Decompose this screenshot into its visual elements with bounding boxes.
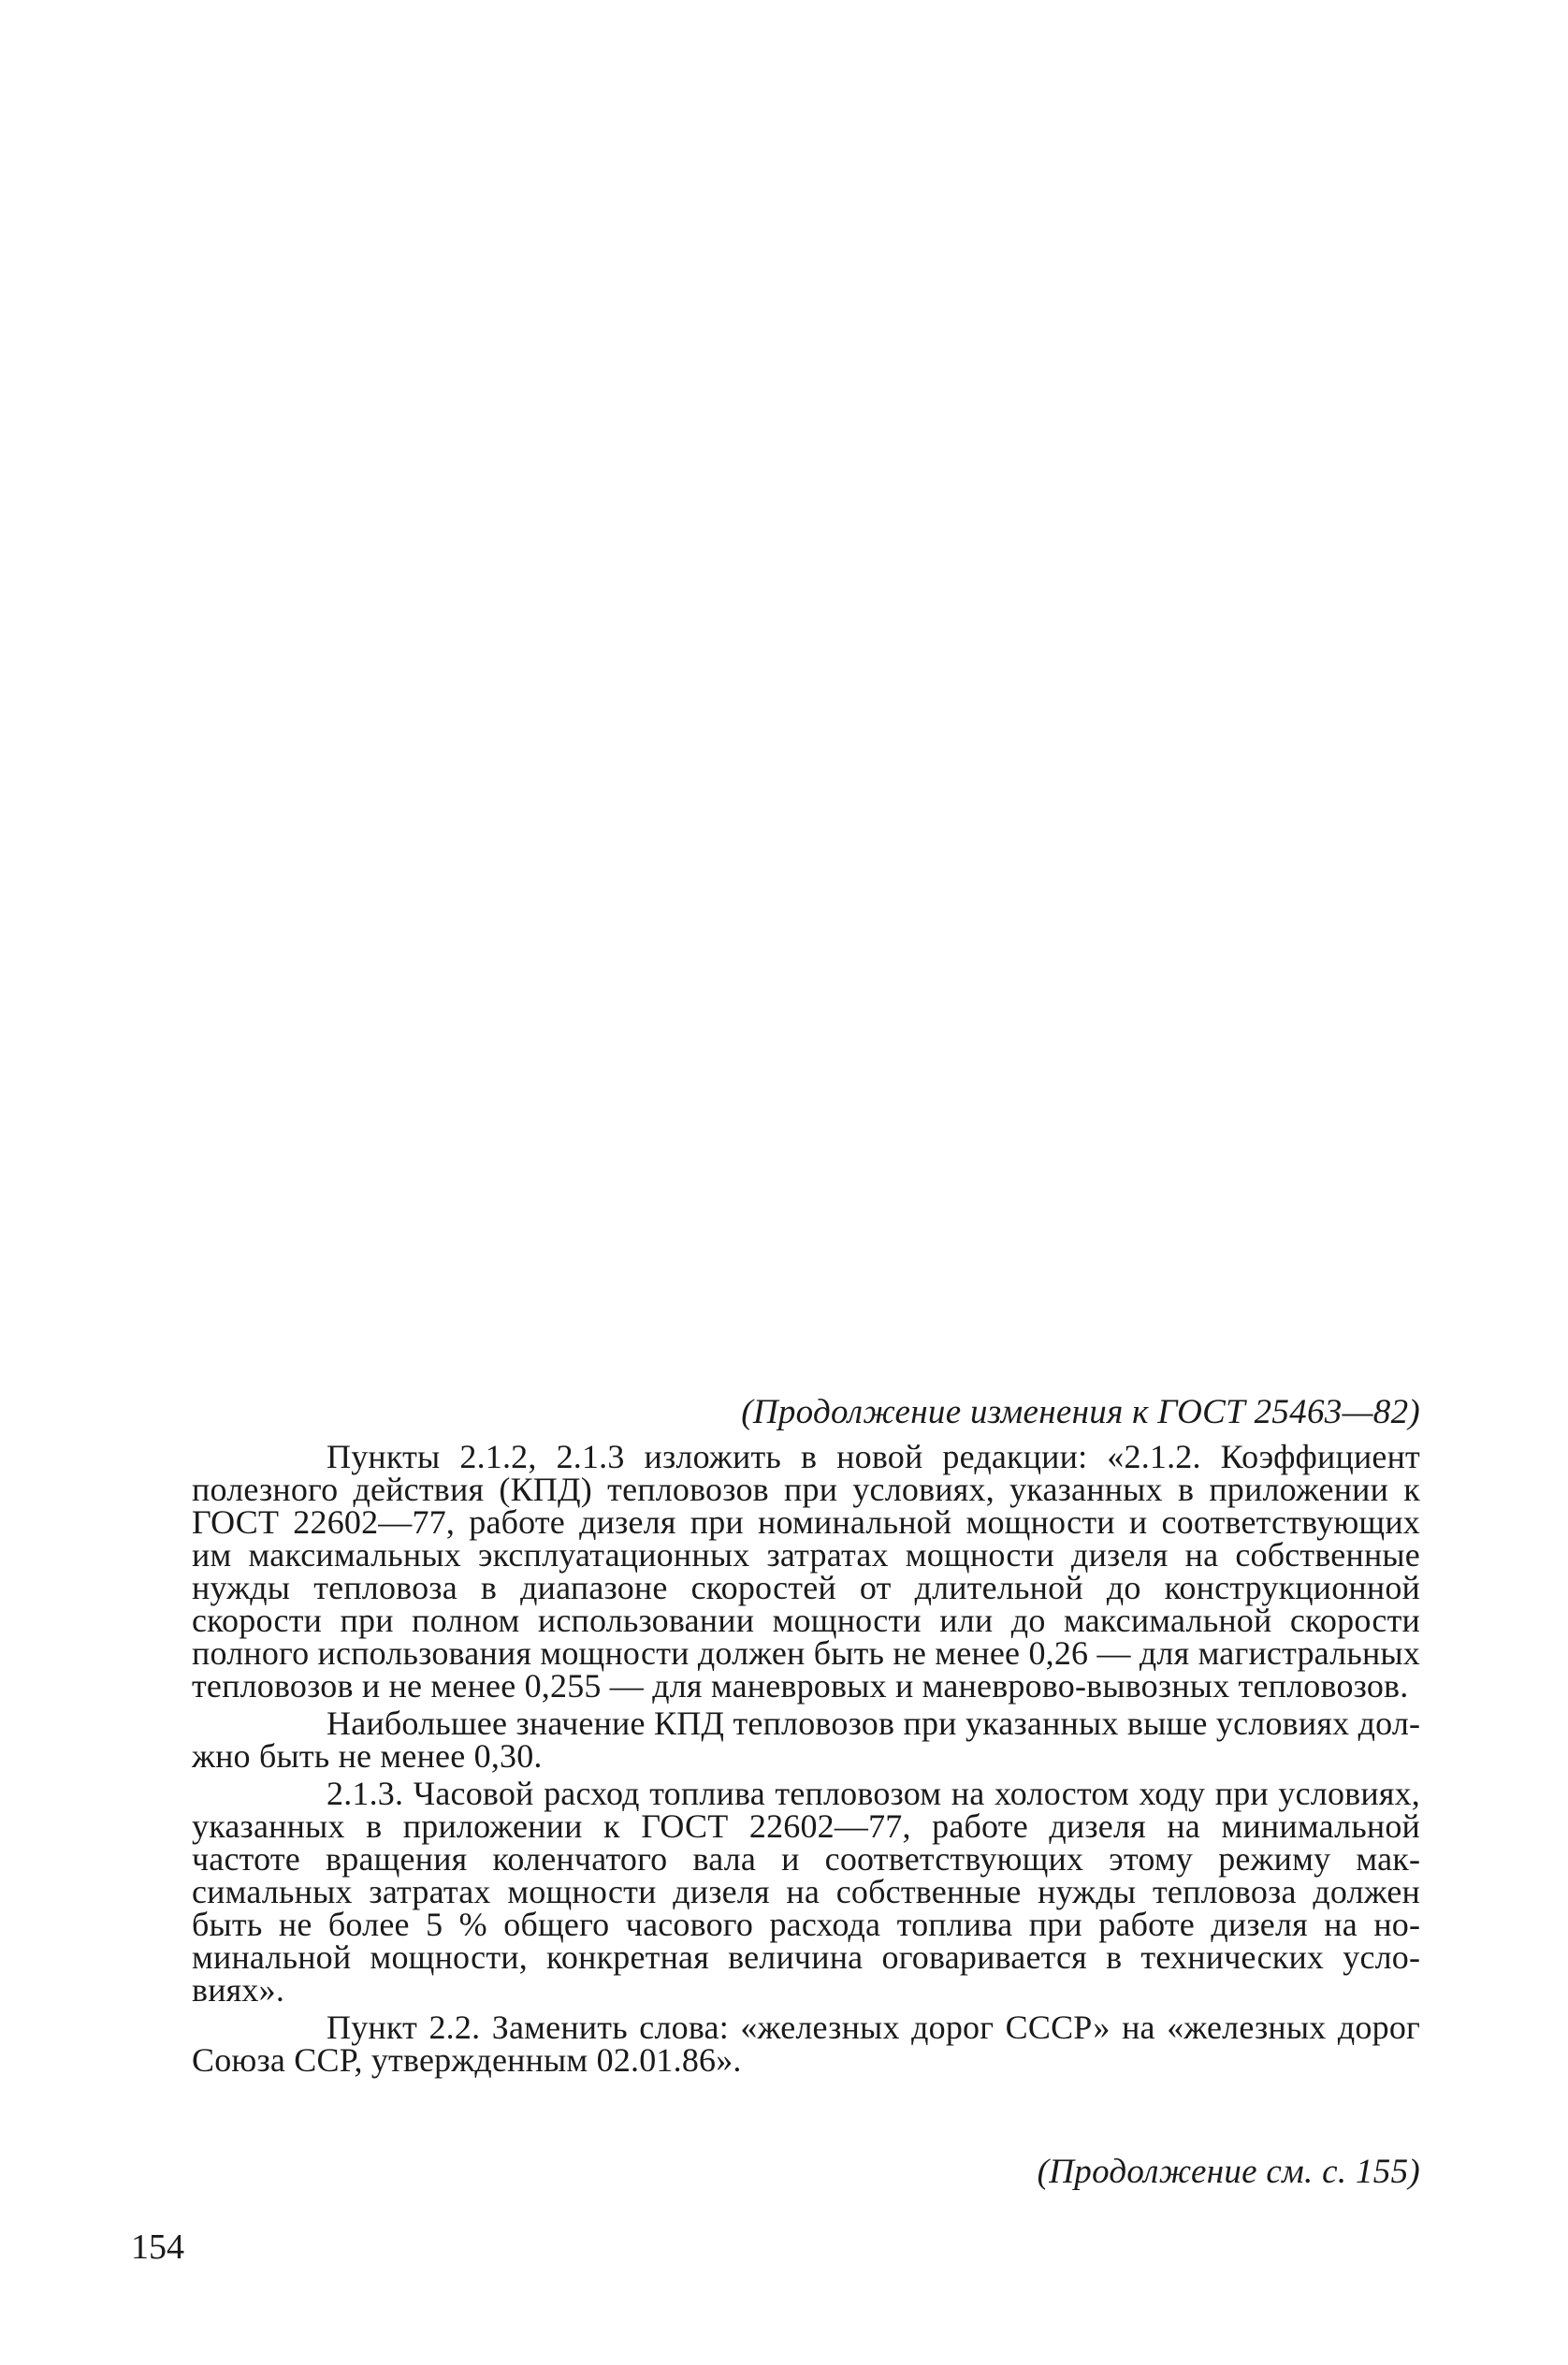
continuation-footer: (Продолжение см. с. 155) [1037,2153,1420,2191]
paragraph-clauses-2-1-2: Пункты 2.1.2, 2.1.3 изложить в новой редакции: «2.1.2. Коэффициент полезного действия (КПД) тепловозов при условиях, указанных в приложении к ГОСТ 22602—77, работе дизеля при номинальной мощности и соответствующих им максимальных эксплуатационных затратах мощности дизеля на собственные нужды тепловоза в диапазоне скоростей от длительной до конструкционной скорости при полном использовании мощности или до максимальной скорости полного использования мощности должен быть не менее 0,26 — для магистральных тепловозов и не менее 0,255 — для маневровых и маневрово-вывозных тепловозов. [192,1438,1420,1705]
page-number: 154 [131,2227,184,2267]
paragraph-max-efficiency: Наибольшее значение КПД тепловозов при указанных выше условиях должно быть не менее 0,30. [192,1705,1420,1775]
paragraph-clause-2-1-3: 2.1.3. Часовой расход топлива тепловозом на холостом ходу при условиях, указанных в приложении к ГОСТ 22602—77, работе дизеля на минимальной частоте вращения коленчатого вала и соответствующих этому режиму максимальных затратах мощности дизеля на собственные нужды тепловоза должен быть не более 5 % общего часового расхода топлива при работе дизеля на номинальной мощности, конкретная величина оговаривается в технических условиях». [192,1775,1420,2009]
continuation-header: (Продолжение изменения к ГОСТ 25463—82) [741,1393,1420,1431]
paragraph-clause-2-2: Пункт 2.2. Заменить слова: «железных дорог СССР» на «железных дорог Союза ССР, утвержденным 02.01.86». [192,2009,1420,2079]
document-body [192,1438,1420,2082]
